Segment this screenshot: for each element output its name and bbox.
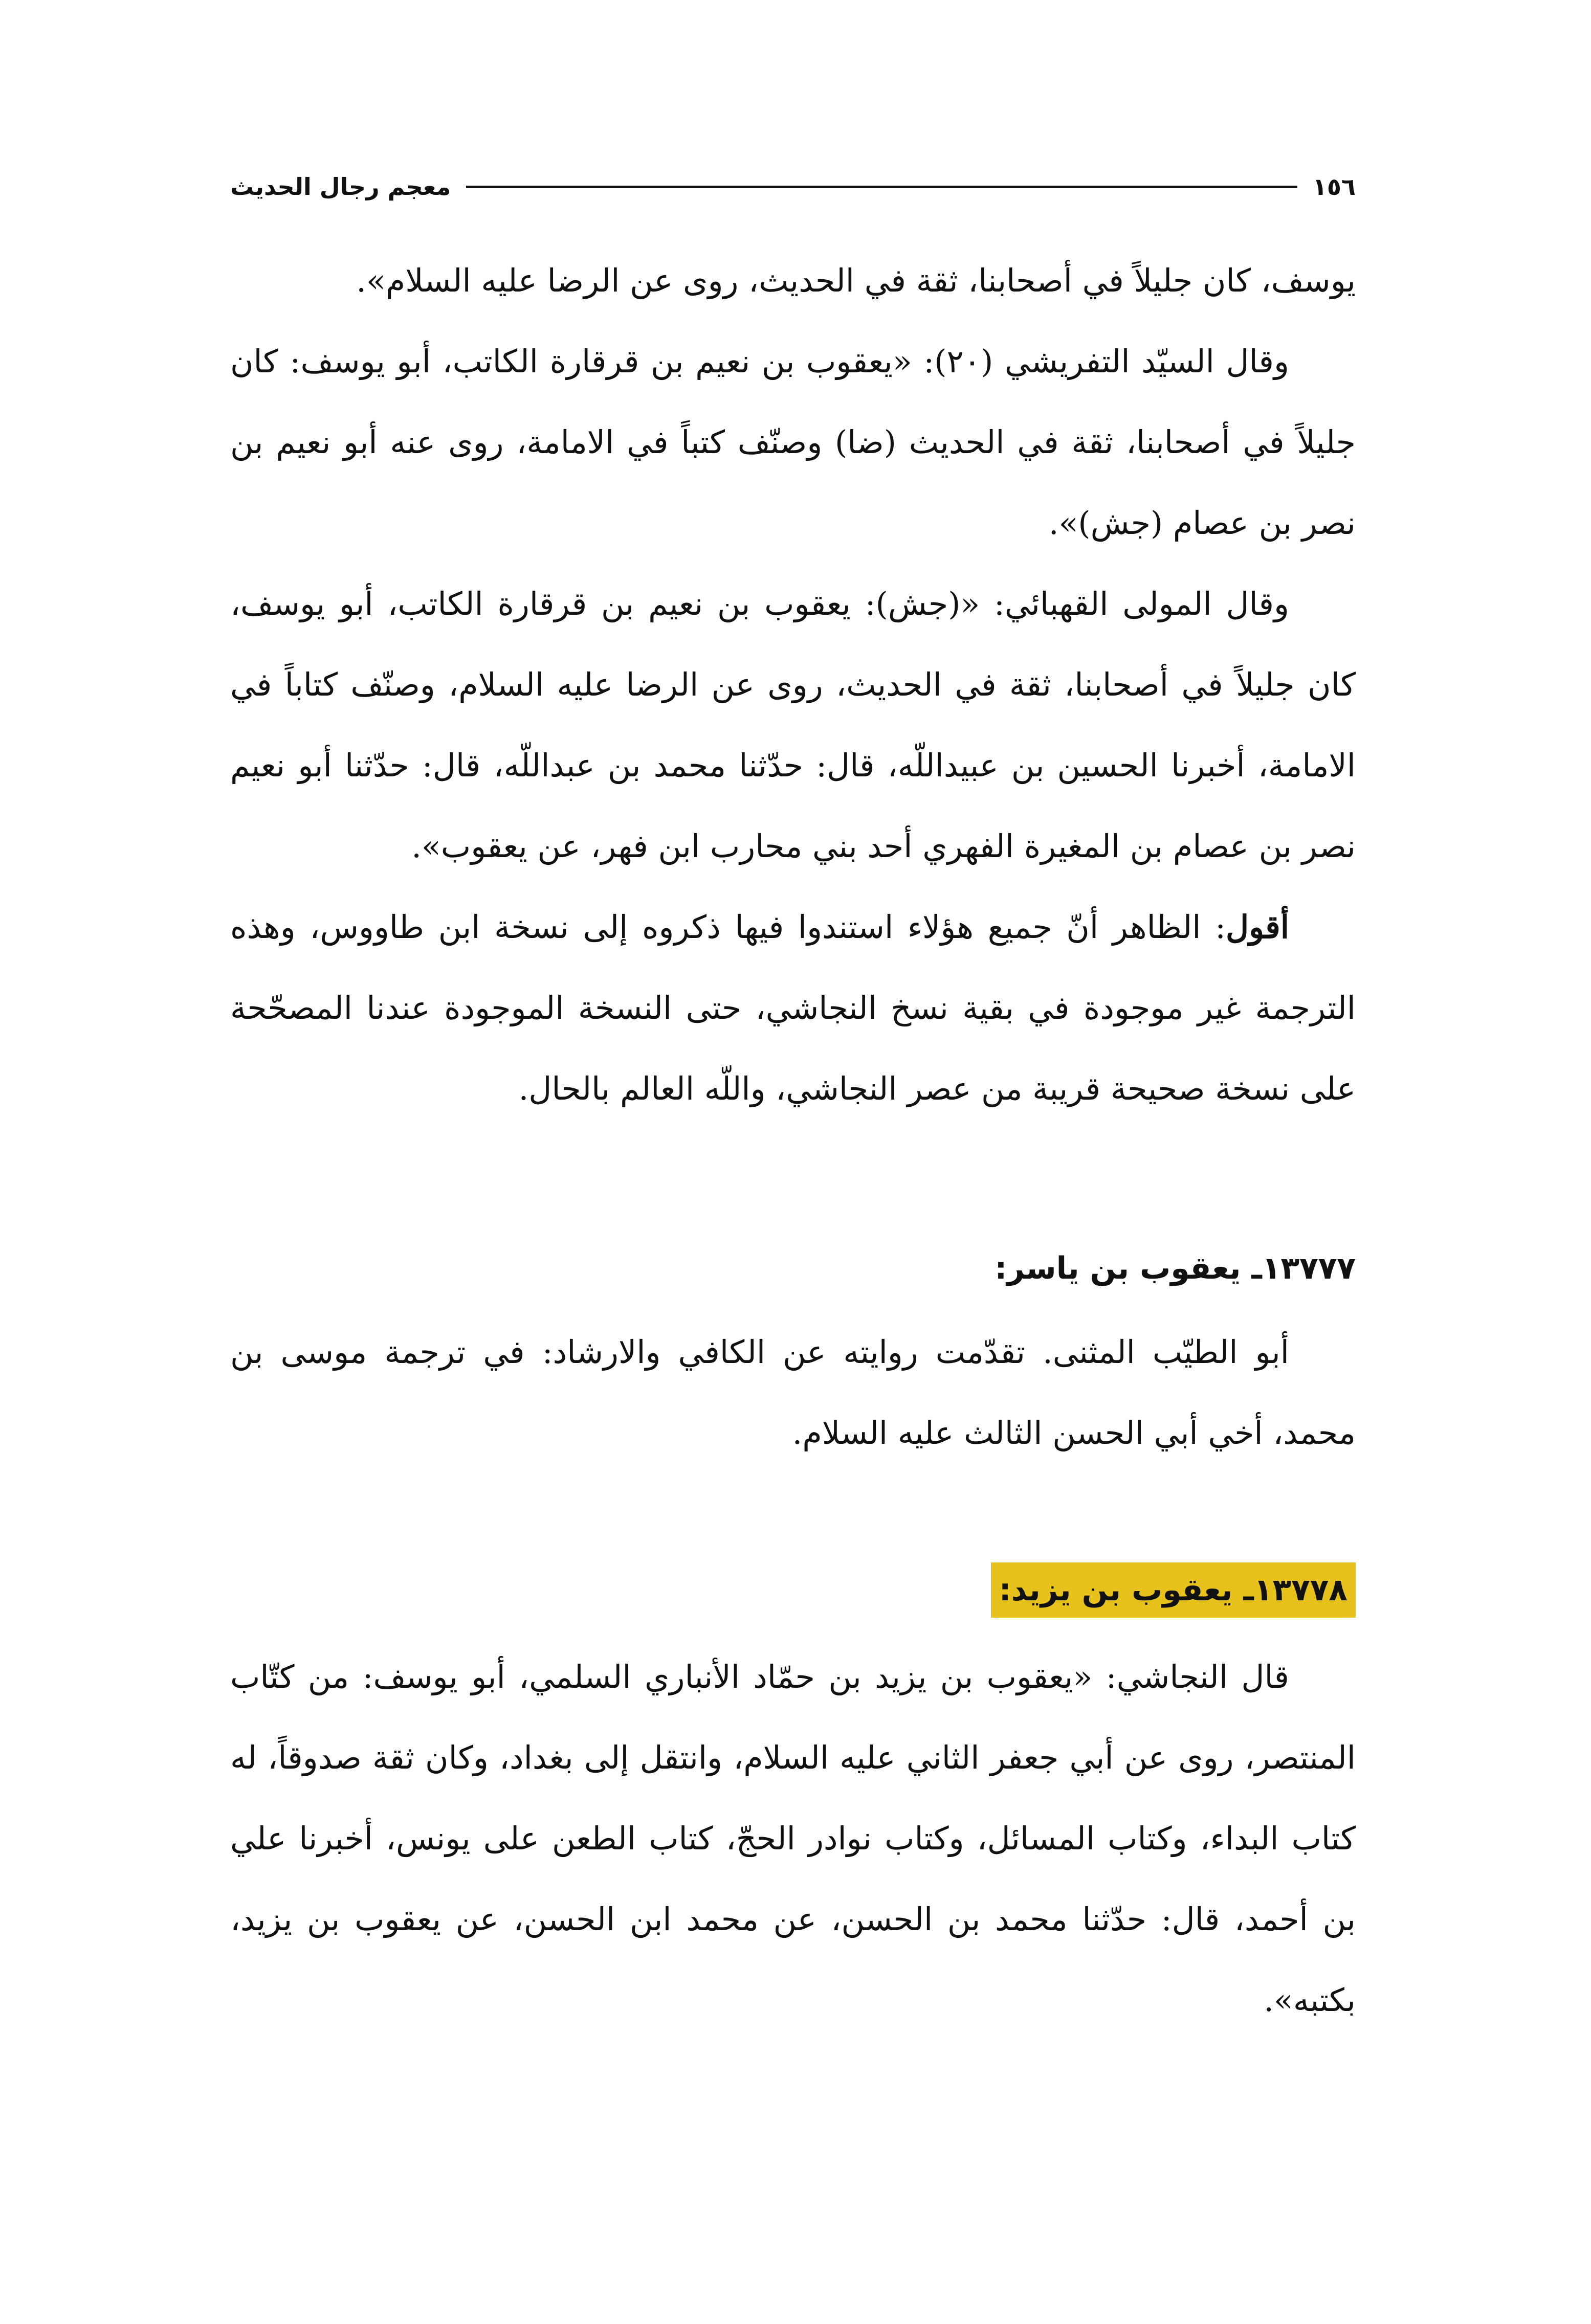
remark-label: أقول <box>1226 908 1289 946</box>
remark-text: : الظاهر أنّ جميع هؤلاء استندوا فيها ذكروه إلى نسخة ابن طاووس، وهذه الترجمة غير موجودة في بقية نسخ النجاشي، حتى النسخة الموجودة عندنا المصحّحة على نسخة صحيحة قريبة من عصر النجاشي، واللّه العالم بالحال. <box>230 908 1356 1107</box>
continued-entry-text <box>230 240 1356 1129</box>
paragraph-continuation: يوسف، كان جليلاً في أصحابنا، ثقة في الحديث، روى عن الرضا عليه السلام». <box>356 262 1356 299</box>
entry-heading-13777: ١٣٧٧٧ـ يعقوب بن ياسر: <box>995 1250 1356 1286</box>
entry-body-13777 <box>230 1312 1356 1473</box>
paragraph-qahbaei: وقال المولى القهبائي: «(جش): يعقوب بن نعيم بن قرقارة الكاتب، أبو يوسف، كان جليلاً في أصحابنا، ثقة في الحديث، روى عن الرضا عليه السلام، وصنّف كتاباً في الامامة، أخبرنا الحسين بن عبيداللّه، قال: حدّثنا محمد بن عبداللّه، قال: حدّثنا أبو نعيم نصر بن عصام بن المغيرة الفهري أحد بني محارب ابن فهر، عن يعقوب». <box>230 585 1356 865</box>
paragraph-author-remark <box>230 887 1356 1129</box>
page-number: ١٥٦ <box>1312 173 1356 200</box>
entry-body-13778 <box>230 1637 1356 2041</box>
entry-13778-text: قال النجاشي: «يعقوب بن يزيد بن حمّاد الأنباري السلمي، أبو يوسف: من كتّاب المنتصر، روى عن أبي جعفر الثاني عليه السلام، وانتقل إلى بغداد، وكان ثقة صدوقاً، له كتاب البداء، وكتاب المسائل، وكتاب نوادر الحجّ، كتاب الطعن على يونس، أخبرنا علي بن أحمد، قال: حدّثنا محمد بن الحسن، عن محمد ابن الحسن، عن يعقوب بن يزيد، بكتبه». <box>230 1658 1356 2019</box>
entry-13777-text: أبو الطيّب المثنى. تقدّمت روايته عن الكافي والارشاد: في ترجمة موسى بن محمد، أخي أبي الحسن الثالث عليه السلام. <box>230 1333 1356 1451</box>
paragraph-tafrishi: وقال السيّد التفريشي (٢٠): «يعقوب بن نعيم بن قرقارة الكاتب، أبو يوسف: كان جليلاً في أصحابنا، ثقة في الحديث (ضا) وصنّف كتباً في الامامة، روى عنه أبو نعيم بن نصر بن عصام (جش)». <box>230 343 1356 542</box>
running-header <box>230 164 1356 210</box>
header-rule <box>466 186 1297 188</box>
entry-heading-13778: ١٣٧٧٨ـ يعقوب بن يزيد: <box>991 1562 1356 1618</box>
book-title: معجم رجال الحديث <box>230 173 451 200</box>
